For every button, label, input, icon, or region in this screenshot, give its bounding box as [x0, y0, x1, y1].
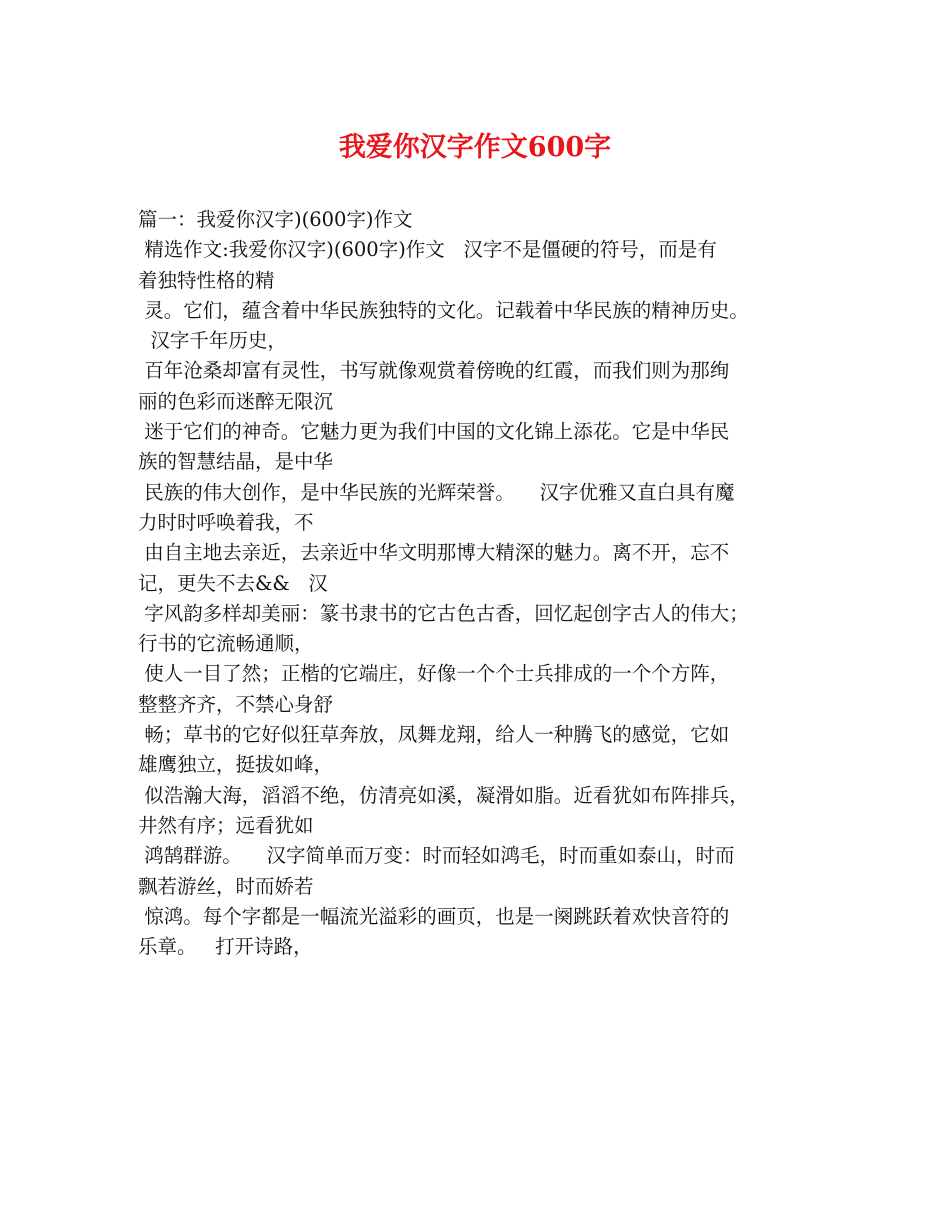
text-line: 汉字千年历史，	[138, 329, 287, 353]
text-line: 灵。它们，蕴含着中华民族独特的文化。记载着中华民族的精神历史。	[138, 298, 749, 322]
text-line: 井然有序；远看犹如	[138, 813, 314, 837]
text-line: 精选作文:我爱你汉字)(600字)作文 汉字不是僵硬的符号，而是有	[138, 238, 717, 262]
text-line: 民族的伟大创作，是中华民族的光辉荣誉。 汉字优雅又直白具有魔	[138, 480, 735, 504]
document-title: 我爱你汉字作文600字	[338, 132, 612, 163]
text-line: 篇一：我爱你汉字)(600字)作文	[138, 208, 413, 231]
text-line: 行书的它流畅通顺，	[138, 632, 314, 656]
text-line: 飘若游丝，时而娇若	[138, 874, 314, 898]
text-line: 雄鹰独立，挺拔如峰，	[138, 753, 334, 777]
text-line: 由自主地去亲近，去亲近中华文明那博大精深的魅力。离不开，忘不	[138, 541, 730, 565]
text-line: 鸿鹄群游。 汉字简单而万变：时而轻如鸿毛，时而重如泰山，时而	[138, 844, 735, 868]
text-line: 似浩瀚大海，滔滔不绝，仿清亮如溪，凝滑如脂。近看犹如布阵排兵，	[138, 783, 749, 807]
text-line: 丽的色彩而迷醉无限沉	[138, 389, 334, 413]
text-line: 记，更失不去&& 汉	[138, 571, 328, 595]
text-line: 整整齐齐，不禁心身舒	[138, 692, 334, 716]
text-line: 迷于它们的神奇。它魅力更为我们中国的文化锦上添花。它是中华民	[138, 420, 730, 444]
text-line: 力时时呼唤着我，不	[138, 510, 314, 534]
text-line: 惊鸿。每个字都是一幅流光溢彩的画页，也是一阕跳跃着欢快音符的	[138, 904, 730, 928]
text-line: 使人一目了然；正楷的它端庄，好像一个个士兵排成的一个个方阵，	[138, 662, 730, 686]
text-line: 乐章。 打开诗路，	[138, 935, 313, 959]
text-line: 百年沧桑却富有灵性，书写就像观赏着傍晚的红霞，而我们则为那绚	[138, 359, 730, 383]
text-line: 畅；草书的它好似狂草奔放，凤舞龙翔，给人一种腾飞的感觉，它如	[138, 723, 730, 747]
text-line: 字风韵多样却美丽：篆书隶书的它古色古香，回忆起创字古人的伟大；	[138, 601, 749, 625]
text-line: 族的智慧结晶，是中华	[138, 450, 334, 474]
document-body	[138, 205, 828, 962]
text-line: 着独特性格的精	[138, 268, 275, 292]
